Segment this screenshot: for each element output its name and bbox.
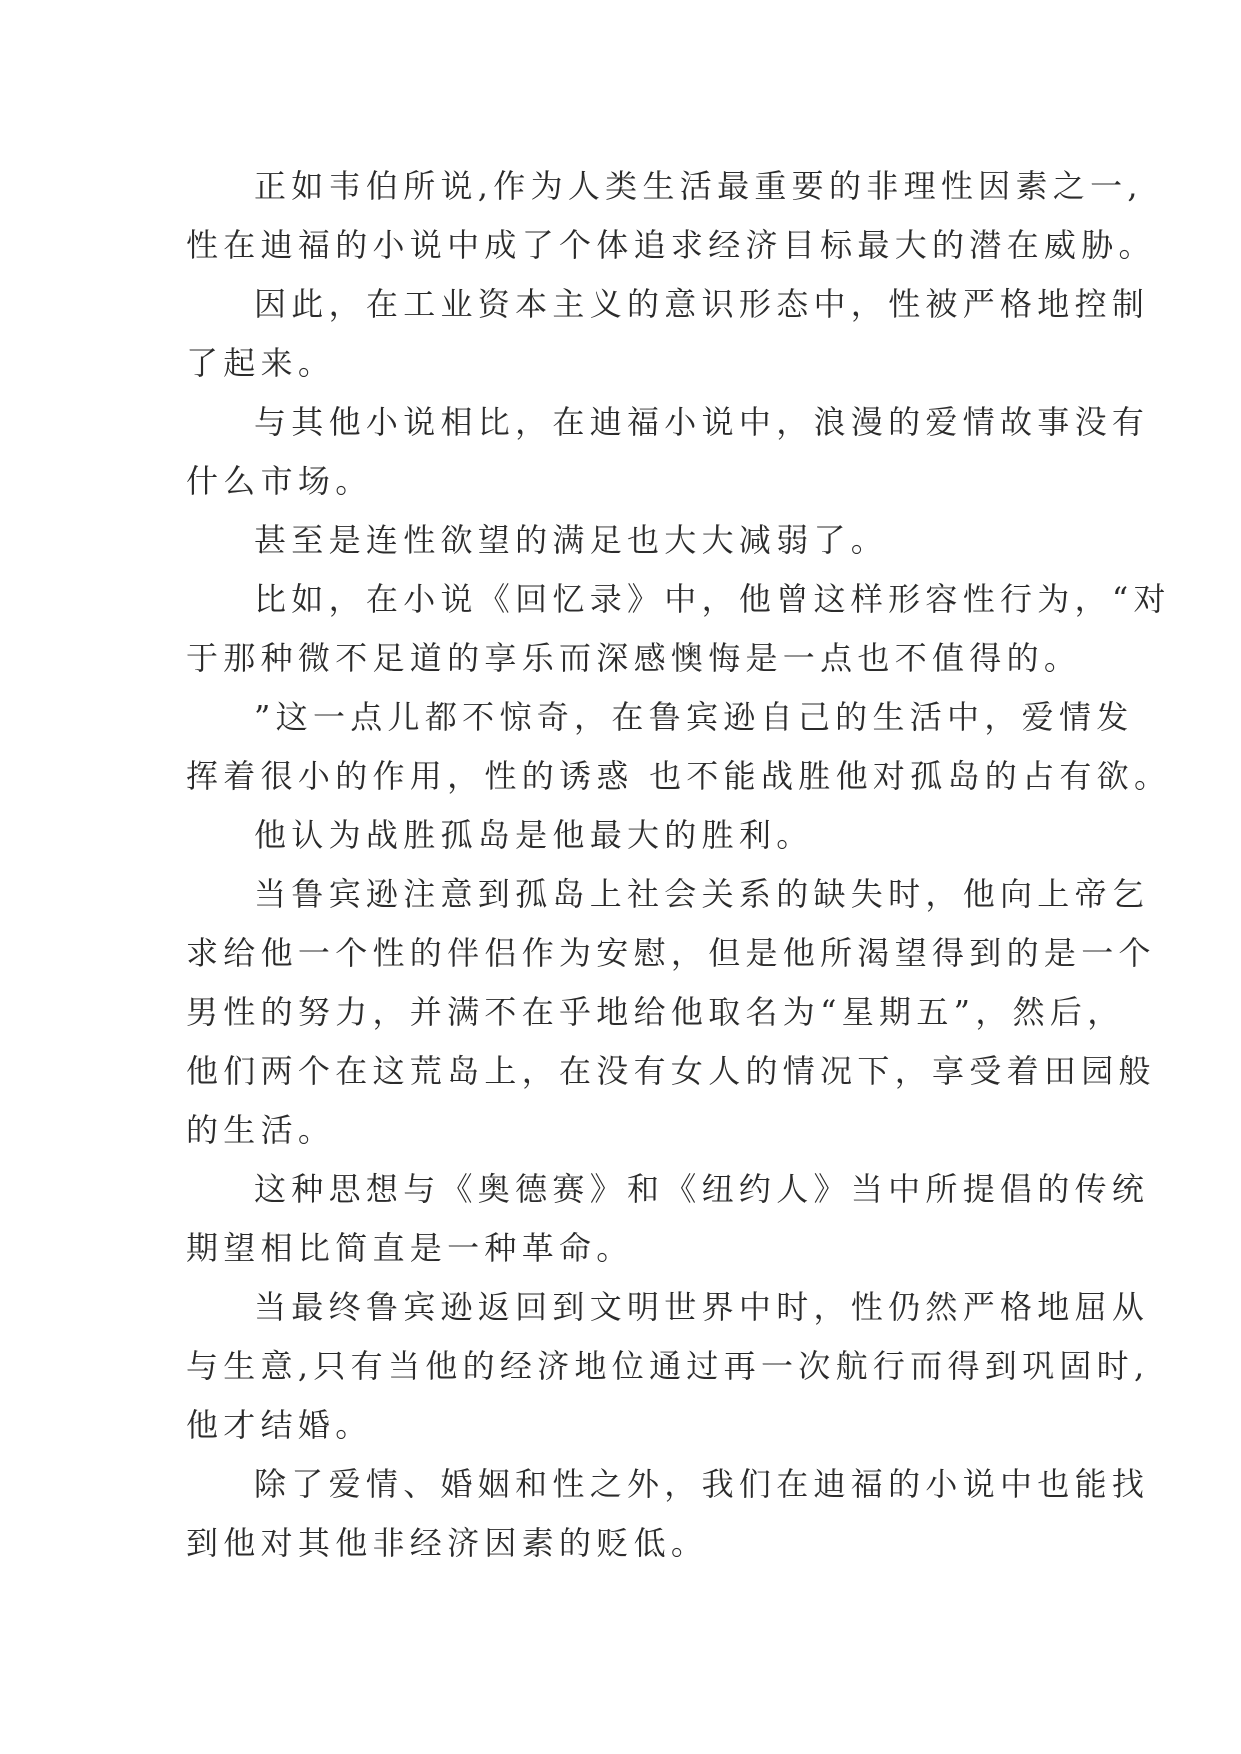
text-line: 与其他小说相比，在迪福小说中，浪漫的爱情故事没有 xyxy=(254,403,1150,441)
paragraph xyxy=(186,511,1086,570)
text-line: 求给他一个性的伴侣作为安慰，但是他所渴望得到的是一个 xyxy=(186,934,1156,972)
text-line: 的生活。 xyxy=(186,1111,336,1149)
paragraph xyxy=(186,275,1150,393)
paragraph xyxy=(186,393,1150,511)
text-line: 到他对其他非经济因素的贬低。 xyxy=(186,1524,709,1562)
text-line: 他认为战胜孤岛是他最大的胜利。 xyxy=(254,816,814,854)
text-line: 甚至是连性欲望的满足也大大减弱了。 xyxy=(254,521,889,559)
text-line: ”这一点儿都不惊奇，在鲁宾逊自己的生活中，爱情发 xyxy=(254,698,1134,736)
text-line: 比如，在小说《回忆录》中，他曾这样形容性行为，“对 xyxy=(254,580,1171,618)
text-line: 当最终鲁宾逊返回到文明世界中时，性仍然严格地屈从 xyxy=(254,1288,1150,1326)
text-line: 除了爱情、婚姻和性之外，我们在迪福的小说中也能找 xyxy=(254,1465,1150,1503)
document-body xyxy=(186,157,1172,1573)
paragraph xyxy=(186,570,1171,688)
text-line: 性在迪福的小说中成了个体追求经济目标最大的潜在威胁。 xyxy=(186,226,1156,264)
text-line: 他们两个在这荒岛上，在没有女人的情况下，享受着田园般 xyxy=(186,1052,1156,1090)
paragraph xyxy=(186,688,1172,806)
text-line: 挥着很小的作用，性的诱惑 也不能战胜他对孤岛的占有欲。 xyxy=(186,757,1172,795)
text-line: 期望相比简直是一种革命。 xyxy=(186,1229,634,1267)
text-line: 因此，在工业资本主义的意识形态中，性被严格地控制 xyxy=(254,285,1150,323)
text-line: 于那种微不足道的享乐而深感懊悔是一点也不值得的。 xyxy=(186,639,1082,677)
text-line: 与生意,只有当他的经济地位通过再一次航行而得到巩固时, xyxy=(186,1347,1150,1385)
paragraph xyxy=(186,1160,1150,1278)
paragraph xyxy=(186,1278,1150,1455)
paragraph xyxy=(186,1455,1150,1573)
text-line: 这种思想与《奥德赛》和《纽约人》当中所提倡的传统 xyxy=(254,1170,1150,1208)
paragraph xyxy=(186,806,1086,865)
text-line: 了起来。 xyxy=(186,344,336,382)
paragraph xyxy=(186,157,1156,275)
text-line: 男性的努力，并满不在乎地给他取名为“星期五”，然后， xyxy=(186,993,1125,1031)
text-line: 他才结婚。 xyxy=(186,1406,373,1444)
text-line: 当鲁宾逊注意到孤岛上社会关系的缺失时，他向上帝乞 xyxy=(254,875,1150,913)
paragraph xyxy=(186,865,1156,1160)
text-line: 正如韦伯所说,作为人类生活最重要的非理性因素之一, xyxy=(254,167,1143,205)
text-line: 什么市场。 xyxy=(186,462,373,500)
